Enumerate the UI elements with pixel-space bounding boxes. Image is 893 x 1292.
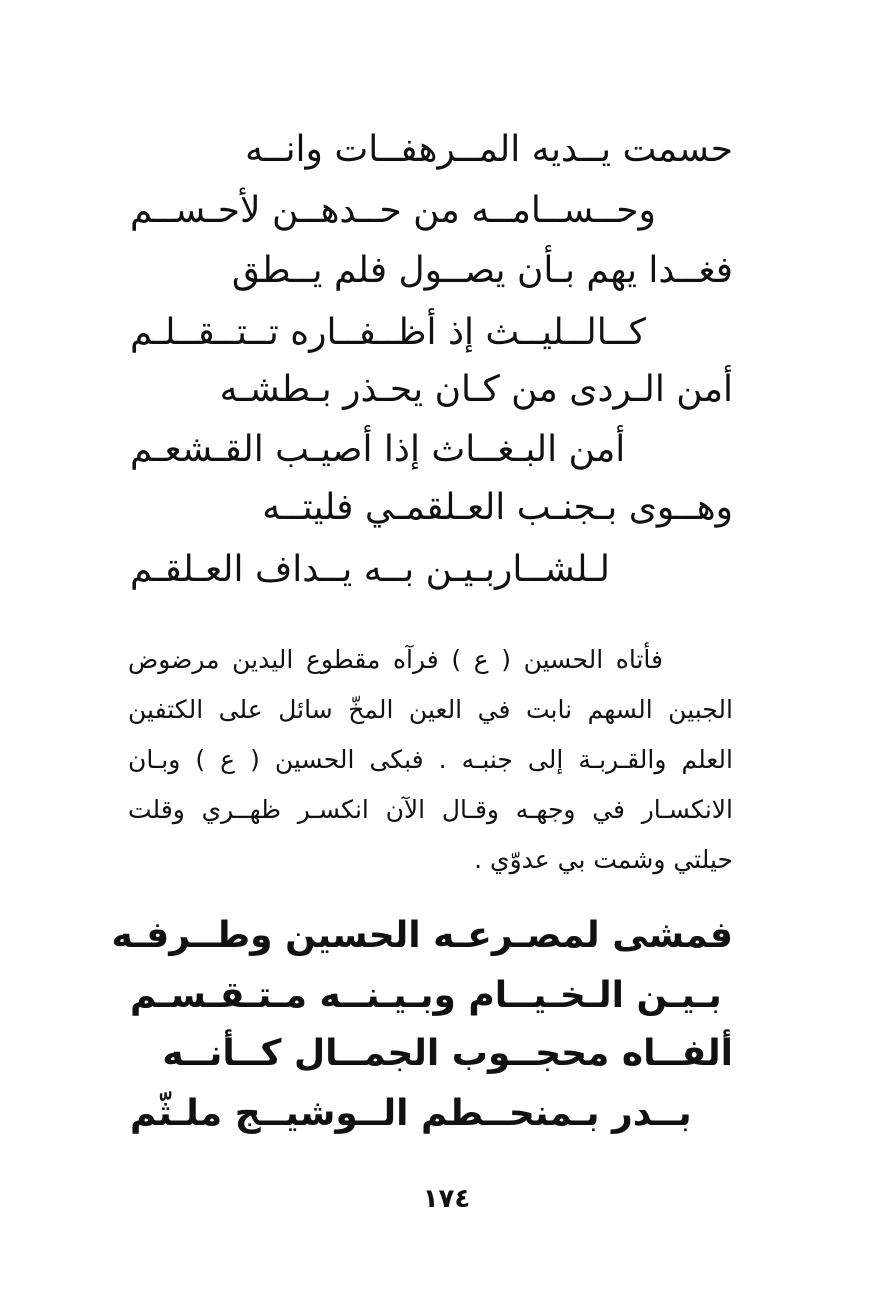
prose-line: العلم والقـربـة إلى جنبـه . فبكى الحسين ( ع ) وبـان xyxy=(128,745,733,774)
verse-line: ألفــاه محجــوب الجمــال كــأنــه xyxy=(162,1033,733,1074)
verse-line: فغــدا يهم بـأن يصــول فلم يــطق xyxy=(231,250,733,291)
prose-line: الانكسـار في وجهـه وقـال الآن انكسـر ظهــري وقلت xyxy=(128,795,733,824)
verse-line: كــالــليــث إذ أظــفــاره تــتــقــلـم xyxy=(130,312,646,353)
verse-line: وحــســامــه من حــدهــن لأحـســم xyxy=(130,190,656,231)
prose-line: حيلتي وشمت بي عدوّي . xyxy=(474,845,733,874)
verse-line: أمن الـردى من كـان يحـذر بـطشـه xyxy=(219,369,733,410)
prose-line: الجبين السهم نابت في العين المخّ سائل على الكتفين xyxy=(128,695,733,724)
page-number: ١٧٤ xyxy=(422,1184,471,1214)
verse-line: لـلشــاربـيـن بــه يــداف العـلقـم xyxy=(130,549,610,590)
verse-line: فمشى لمصـرعـه الحسين وطــرفـه xyxy=(111,915,733,956)
verse-line: أمن البـغــاث إذا أصيـب القـشعـم xyxy=(130,429,626,470)
verse-line: بـيـن الـخـيــام وبـيـنــه مـتـقـسـم xyxy=(130,975,722,1016)
verse-line: وهــوى بـجنـب العـلقمـي فليتــه xyxy=(262,487,733,528)
verse-line: حسمت يــديه المــرهفــات وانــه xyxy=(245,129,733,170)
prose-line: فأتاه الحسين ( ع ) فرآه مقطوع اليدين مرضوض xyxy=(128,645,663,674)
verse-line: بــدر بـمنحــطم الــوشيــج ملـثّم xyxy=(130,1093,692,1134)
prose-paragraph xyxy=(128,635,733,885)
